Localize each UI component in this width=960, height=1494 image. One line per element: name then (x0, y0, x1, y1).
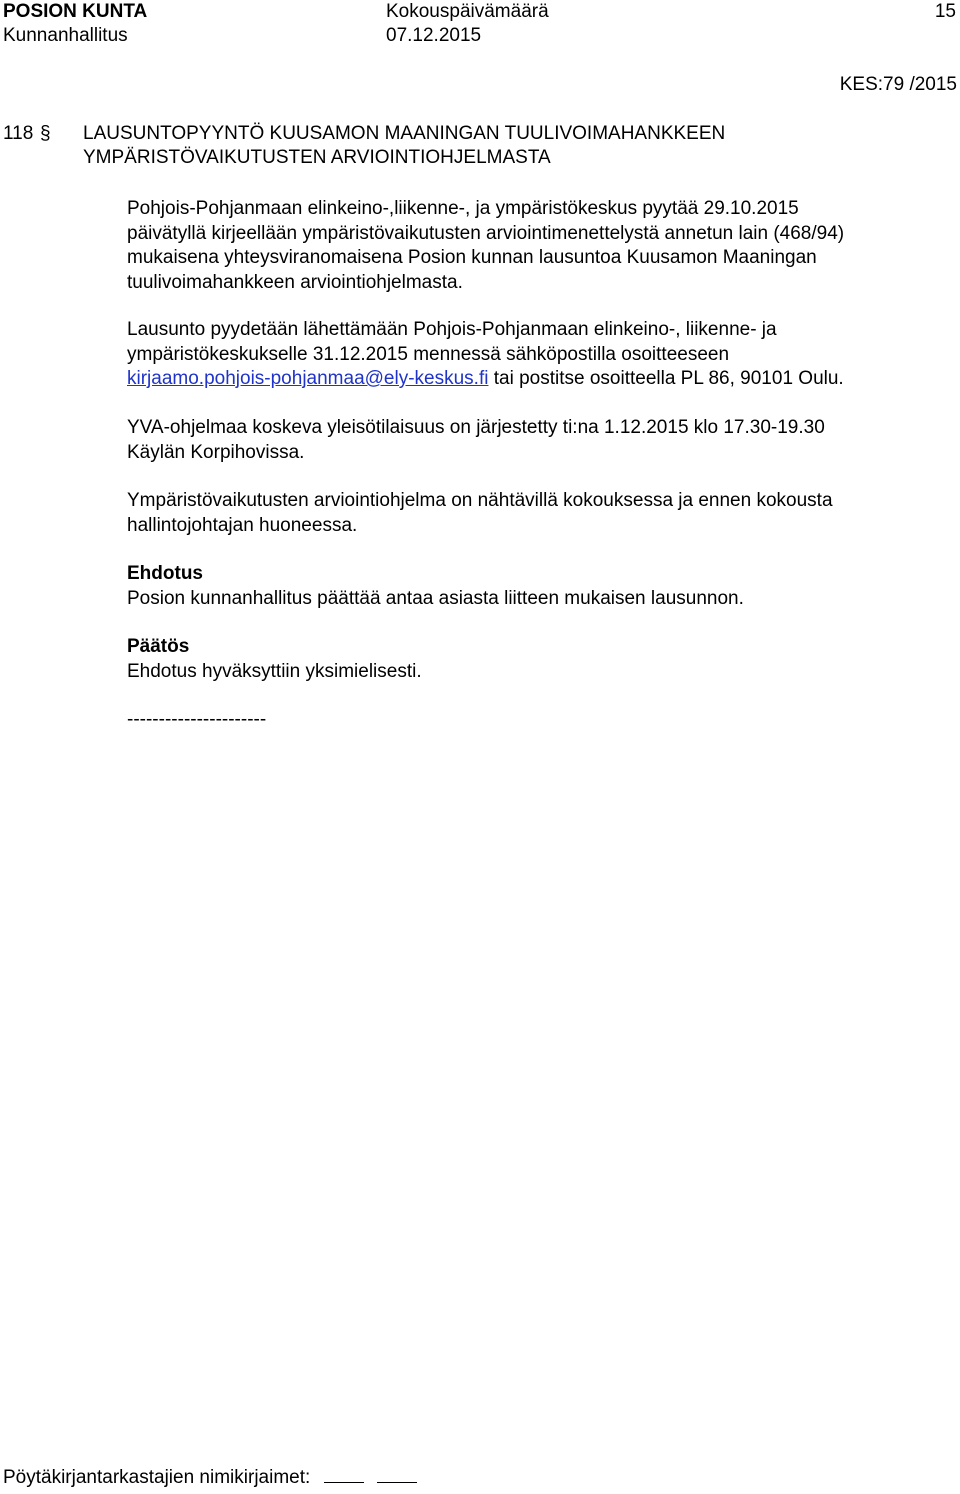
meeting-date: 07.12.2015 (386, 25, 482, 46)
text-line: YVA-ohjelmaa koskeva yleisötilaisuus on järjestetty ti:na 1.12.2015 klo 17.30-19.30 (127, 417, 825, 438)
section-title-line: YMPÄRISTÖVAIKUTUSTEN ARVIOINTIOHJELMASTA (83, 147, 551, 168)
decision-heading: Päätös (127, 636, 190, 657)
section-title-line: LAUSUNTOPYYNTÖ KUUSAMON MAANINGAN TUULIVOIMAHANKKEEN (83, 123, 726, 144)
separator-line: ---------------------- (127, 709, 267, 730)
text-line: Käylän Korpihovissa. (127, 441, 305, 463)
decision-text: Ehdotus hyväksyttiin yksimielisesti. (127, 661, 422, 682)
text-line: ympäristökeskukselle 31.12.2015 mennessä sähköpostilla osoitteeseen (127, 343, 730, 365)
proposal-text: Posion kunnanhallitus päättää antaa asiasta liitteen mukaisen lausunnon. (127, 588, 744, 609)
governing-body: Kunnanhallitus (3, 25, 128, 46)
section-title (83, 122, 943, 170)
text-line: hallintojohtajan huoneessa. (127, 514, 358, 536)
text-line: Ympäristövaikutusten arviointiohjelma on nähtävillä kokouksessa ja ennen kokousta (127, 490, 833, 511)
organization-name: POSION KUNTA (3, 1, 148, 22)
text-line: tuulivoimahankkeen arviointiohjelmasta. (127, 271, 463, 293)
paragraph-submission (127, 318, 947, 392)
initials-blank-2 (377, 1466, 417, 1483)
paragraph-request (127, 197, 947, 295)
text-line: Pohjois-Pohjanmaan elinkeino-,liikenne-, ja ympäristökeskus pyytää 29.10.2015 (127, 198, 799, 219)
text-line: päivätyllä kirjeellään ympäristövaikutusten arviointimenettelystä annetun lain (468/94) (127, 222, 845, 244)
section-number: 118 (3, 123, 34, 144)
text-line (127, 367, 947, 392)
document-reference: KES:79 /2015 (839, 74, 957, 95)
footer-label: Pöytäkirjantarkastajien nimikirjaimet: (3, 1467, 311, 1488)
proposal-heading: Ehdotus (127, 563, 203, 584)
email-link[interactable]: kirjaamo.pohjois-pohjanmaa@ely-keskus.fi (127, 368, 489, 389)
text-line: mukaisena yhteysviranomaisena Posion kunnan lausuntoa Kuusamon Maaningan (127, 247, 817, 268)
paragraph-public-event (127, 416, 947, 465)
section-sign: § (40, 123, 51, 144)
footer-initials (3, 1466, 417, 1490)
paragraph-availability (127, 489, 947, 538)
meeting-date-label: Kokouspäivämäärä (386, 1, 549, 22)
page-number: 15 (934, 1, 956, 22)
postal-address-text: tai postitse osoitteella PL 86, 90101 Oulu. (488, 368, 844, 389)
text-line: Lausunto pyydetään lähettämään Pohjois-Pohjanmaan elinkeino-, liikenne- ja (127, 319, 777, 340)
initials-blank-1 (324, 1466, 364, 1483)
